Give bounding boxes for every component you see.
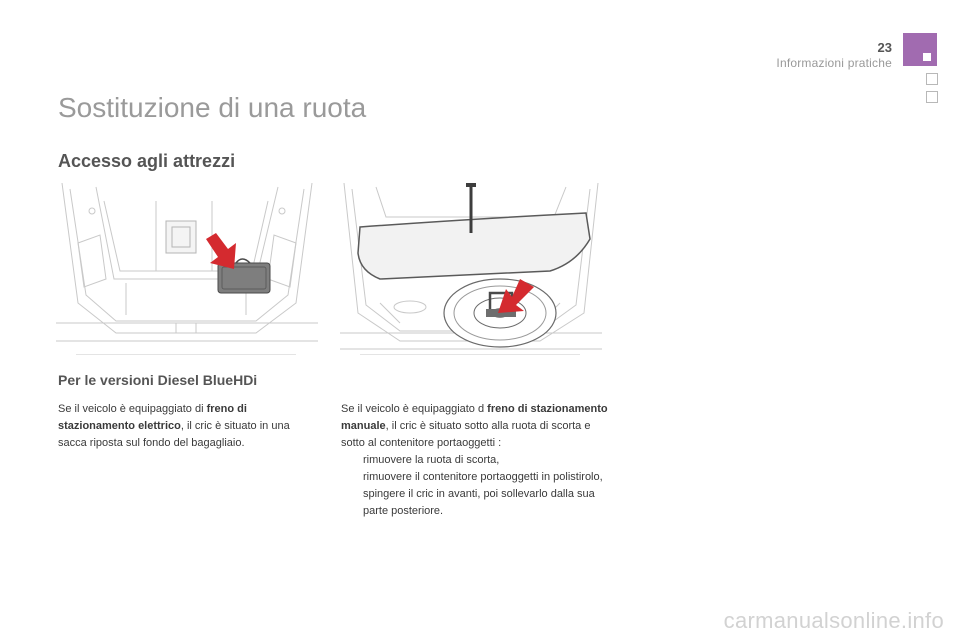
electric-brake-paragraph [58, 401, 298, 452]
page-number: 23 [877, 40, 892, 55]
step-text: rimuovere la ruota di scorta, [363, 454, 500, 466]
section-name: Informazioni pratiche [776, 56, 892, 70]
tab-marker-icon [923, 53, 931, 61]
electric-brake-text-before: Se il veicolo è equipaggiato di [58, 403, 207, 415]
subsection-title: Per le versioni Diesel BlueHDi [58, 372, 258, 388]
page-title: Sostituzione di una ruota [58, 92, 367, 123]
list-item [341, 486, 613, 520]
trunk-open-illustration [56, 183, 318, 355]
jack-in-spare-wheel-icon [340, 183, 602, 355]
chapter-tab[interactable] [926, 73, 938, 85]
electric-brake-bold: freno di stazionamento elettrico [58, 403, 247, 432]
jack-bag-in-trunk-icon [56, 183, 318, 355]
steps-list [341, 452, 613, 520]
chapter-tab[interactable] [926, 91, 938, 103]
manual-brake-paragraph [341, 401, 613, 452]
spare-wheel-illustration [340, 183, 602, 355]
list-item [341, 469, 613, 486]
manual-brake-block [341, 401, 613, 520]
manual-brake-text-after: , il cric è situato sotto alla ruota di scorta e sotto al contenitore portaoggetti : [341, 420, 591, 449]
manual-brake-bold: freno di stazionamento manuale [341, 403, 608, 432]
watermark: carmanualsonline.info [723, 608, 944, 633]
step-text: spingere il cric in avanti, poi sollevarlo dalla sua parte posteriore. [363, 488, 595, 517]
manual-brake-text-before: Se il veicolo è equipaggiato d [341, 403, 488, 415]
section-title: Accesso agli attrezzi [58, 151, 236, 171]
chapter-tab-active[interactable] [903, 33, 937, 66]
step-text: rimuovere il contenitore portaoggetti in polistirolo, [363, 471, 603, 483]
electric-brake-text-after: , il cric è situato in una sacca riposta sul fondo del bagagliaio. [58, 420, 290, 449]
list-item [341, 452, 613, 469]
